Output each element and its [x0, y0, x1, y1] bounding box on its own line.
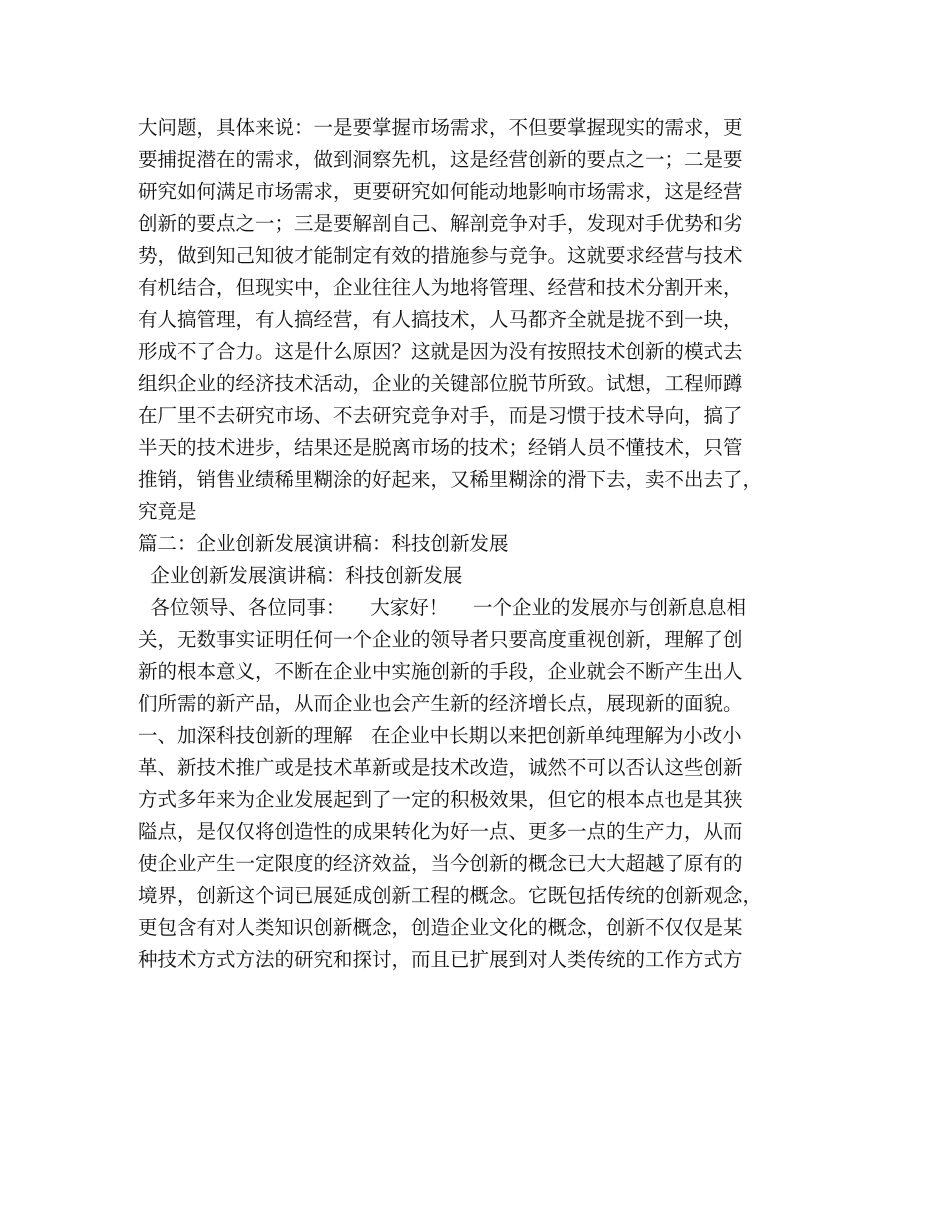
- text-line: 新的根本意义，不断在企业中实施创新的手段，企业就会不断产生出人: [138, 660, 743, 683]
- text-line: 更包含有对人类知识创新概念，创造企业文化的概念，创新不仅仅是某: [138, 916, 743, 939]
- text-line: 有人搞管理，有人搞经营，有人搞技术，人马都齐全就是拢不到一块，: [138, 308, 743, 331]
- section-heading: 篇二：企业创新发展演讲稿：科技创新发展: [138, 532, 509, 555]
- text-line: 研究如何满足市场需求，更要研究如何能动地影响市场需求，这是经营: [138, 180, 743, 203]
- text-line: 形成不了合力。这是什么原因？这就是因为没有按照技术创新的模式去: [138, 340, 743, 363]
- text-line: 大问题，具体来说：一是要掌握市场需求，不但要掌握现实的需求，更: [138, 116, 743, 139]
- text-line: 关，无数事实证明任何一个企业的领导者只要高度重视创新，理解了创: [138, 628, 743, 651]
- article-title: 企业创新发展演讲稿：科技创新发展: [138, 564, 463, 587]
- text-line: 创新的要点之一；三是要解剖自己、解剖竞争对手，发现对手优势和劣: [138, 212, 743, 235]
- text-line: 方式多年来为企业发展起到了一定的积极效果，但它的根本点也是其狭: [138, 788, 743, 811]
- text-line: 各位领导、各位同事： 大家好！ 一个企业的发展亦与创新息息相: [138, 596, 746, 619]
- text-line: 组织企业的经济技术活动，企业的关键部位脱节所致。试想，工程师蹲: [138, 372, 743, 395]
- document-page: [138, 112, 828, 976]
- text-line: 究竟是: [138, 500, 197, 523]
- text-line: 半天的技术进步，结果还是脱离市场的技术；经销人员不懂技术，只管: [138, 436, 743, 459]
- text-line: 在厂里不去研究市场、不去研究竞争对手，而是习惯于技术导向，搞了: [138, 404, 743, 427]
- text-line: 隘点，是仅仅将创造性的成果转化为好一点、更多一点的生产力，从而: [138, 820, 743, 843]
- text-line: 革、新技术推广或是技术革新或是技术改造，诚然不可以否认这些创新: [138, 756, 743, 779]
- text-line: 种技术方式方法的研究和探讨，而且已扩展到对人类传统的工作方式方: [138, 948, 743, 971]
- text-line: 境界，创新这个词已展延成创新工程的概念。它既包括传统的创新观念，: [138, 884, 763, 907]
- text-line: 要捕捉潜在的需求，做到洞察先机，这是经营创新的要点之一；二是要: [138, 148, 743, 171]
- text-line: 势，做到知己知彼才能制定有效的措施参与竞争。这就要求经营与技术: [138, 244, 743, 267]
- text-line: 们所需的新产品，从而企业也会产生新的经济增长点，展现新的面貌。: [138, 692, 743, 715]
- text-line: 有机结合，但现实中，企业往往人为地将管理、经营和技术分割开来，: [138, 276, 743, 299]
- text-line: 一、加深科技创新的理解 在企业中长期以来把创新单纯理解为小改小: [138, 724, 742, 747]
- text-line: 使企业产生一定限度的经济效益，当今创新的概念已大大超越了原有的: [138, 852, 743, 875]
- text-line: 推销，销售业绩稀里糊涂的好起来，又稀里糊涂的滑下去，卖不出去了，: [138, 468, 763, 491]
